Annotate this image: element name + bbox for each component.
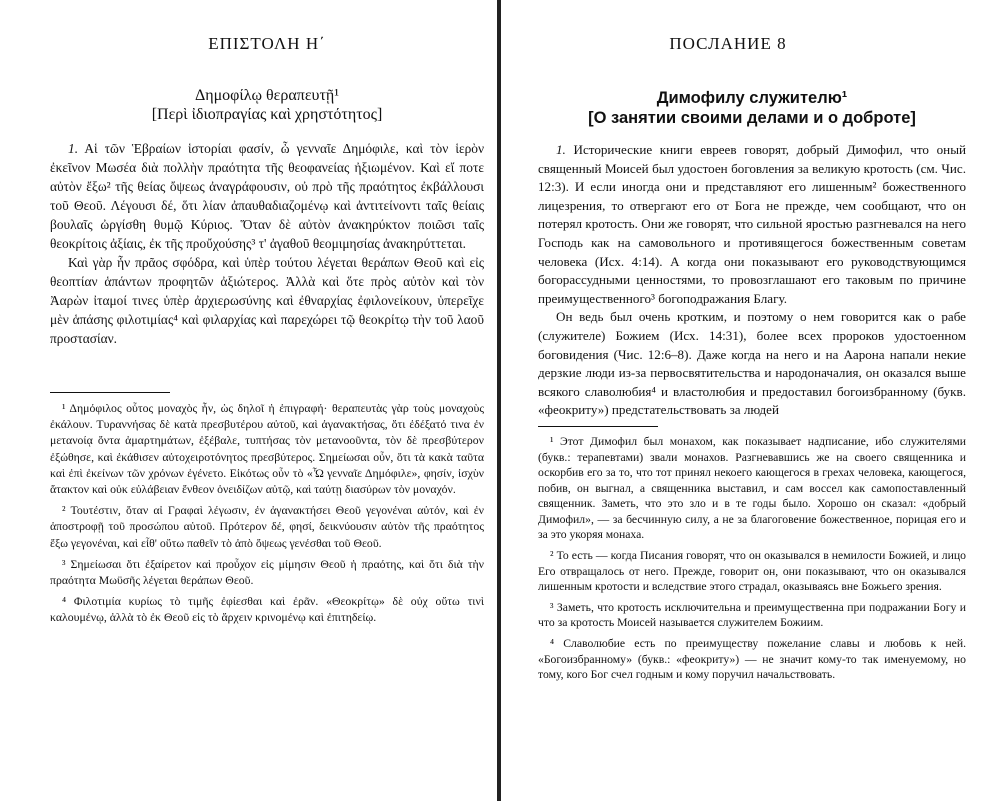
russian-footnotes	[538, 434, 966, 683]
russian-subtitle-line-2: [О занятии своими делами и о доброте]	[588, 109, 916, 127]
greek-title: ΕΠΙΣΤΟΛΗ Η΄	[208, 34, 326, 53]
left-page-greek	[0, 0, 498, 801]
greek-paragraph-1	[50, 139, 484, 253]
russian-subtitle	[538, 88, 966, 128]
greek-subtitle-line-2: [Περὶ ἰδιοπραγίας καὶ χρηστότητος]	[151, 106, 383, 123]
russian-paragraph-2: Он ведь был очень кротким, и поэтому о нем говорится как о рабе (служителе) Божием (Исх. 14:31), более всех пророков удостоенном боговидения (Чис. 12:6–8). Даже когда на него и на Аарона напали некие дерзкие люди из-за первосвятительства и народоначалия, он оказался выше всякого славолюбия⁴ и властолюбия и предоставил богоизбранному (букв. «феокриту») предстательствовать за людей	[538, 309, 966, 418]
greek-paragraph-2: Καὶ γὰρ ἦν πρᾶος σφόδρα, καὶ ὑπὲρ τούτου λέγεται θεράπων Θεοῦ καὶ εἰς θεοπτίαν ἁπάντων προφητῶν ἀξιώτερος. Ἀλλὰ καὶ ὅτε πρὸς αὐτὸν καὶ τὸν Ἀαρὼν ἰταμοί τινες ὑπὲρ ἀρχιερωσύνης καὶ ἐθναρχίας ἐφιλονείκουν, ὑπερεῖχε μὲν ἁπάσης φιλοτιμίας⁴ καὶ φιλαρχίας καὶ παρεχώρει τῷ θεοκρίτῳ τὴν τοῦ λαοῦ προστασίαν.	[50, 255, 484, 346]
russian-paragraph-number: 1.	[556, 142, 566, 157]
russian-footnote-4: ⁴ Славолюбие есть по преимуществу пожелание славы и любовь к ней. «Богоизбранному» (букв.: «феокриту») — не значит кому-то так именуемому, но тому, кого Бог счел годным и кому поручил начальствовать.	[538, 637, 966, 682]
greek-paragraph-1-text: Αἱ τῶν Ἑβραίων ἱστορίαι φασίν, ὦ γενναῖε Δημόφιλε, καὶ τὸν ἱερὸν ἐκεῖνον Μωσέα διὰ πολλὴν πραότητα τῆς θεοφανείας ἠξιωμένον. Καὶ εἴ ποτε αὐτὸν ἔξω² τῆς θείας ὄψεως ἀναγράφουσιν, οὐ πρὸ τῆς πραότητος ἐκβάλλουσι τοῦ Θεοῦ. Λέγουσι δέ, ὅτι λίαν ἀπαυθαδιαζομένῳ καὶ ἀντιτείνοντι ταῖς θείαις βουλαῖς ὠργίσθη θυμῷ Κύριος. Ὅταν δὲ αὐτὸν ἀνακηρύκτον ποιῶσι ταῖς θεοκρίτοις ἀξίαις, ἐκ τῆς προὔχούσης³ τ' ἀγαθοῦ θεομιμησίας ἀνακηρύττεται.	[50, 141, 484, 251]
russian-title: ПОСЛАНИЕ 8	[669, 34, 787, 53]
greek-paragraph-number: 1.	[68, 141, 79, 156]
page-gutter	[497, 0, 501, 801]
russian-paragraph-1-text: Исторические книги евреев говорят, добрый Димофил, что оный священный Моисей был удостоен боговления за великую кротость (см. Чис. 12:3). И если иногда они и представляют его лишенным² божественного лицезрения, то отвергают его от Бога не прежде, чем сообщают, что он потерял кротость. Они же говорят, что сильной яростью разгневался на него Господь как на самовольного и противящегося божественным советам человека (Исх. 4:14). А когда они показывают его руководствующимся богорассудными ценностями, то провозглашают его таковым по причине преимущественного³ богоподражания Благу.	[538, 142, 966, 306]
russian-subtitle-line-1: Димофилу служителю¹	[656, 89, 848, 107]
greek-footnote-separator	[50, 392, 170, 393]
greek-subtitle-line-1: Δημοφίλῳ θεραπευτῇ¹	[194, 87, 340, 104]
russian-footnote-3: ³ Заметь, что кротость исключительна и преимущественна при подражании Богу и что за кротость Моисей называется служителем Божиим.	[538, 600, 966, 630]
greek-footnote-4: ⁴ Φιλοτιμία κυρίως τὸ τιμῆς ἐφίεσθαι καὶ ἐρᾶν. «Θεοκρίτῳ» δὲ οὐχ οὕτω τινὶ καλουμένῳ, ἀλλὰ τὸ ἐκ Θεοῦ εἰς τὸ ἄρχειν κρινομένῳ καὶ ἐπιτηδείῳ.	[50, 594, 484, 625]
russian-footnote-2: ² То есть — когда Писания говорят, что он оказывался в немилости Божией, и лицо Его отвращалось от него. Прежде, говорит он, они показывают, что он оказывался лишенным кротости и вследствие этого страдал, оказываясь вне Божьего зрения.	[538, 549, 966, 594]
russian-body	[538, 141, 966, 420]
greek-footnote-1: ¹ Δημόφιλος οὗτος μοναχὸς ἦν, ὡς δηλοῖ ἡ ἐπιγραφή· θεραπευτὰς γὰρ τοὺς μοναχοὺς ἐκάλουν. Τυραννήσας δὲ κατὰ πρεσβυτέρου αὐτοῦ, καὶ ἀγανακτήσας, ὅτι ἐδέξατό τινα ἐν μετανοίᾳ ὄντα ἁμαρτημάτων, ἐξέβαλε, τυπτήσας τὸν μετανοοῦντα, τὸν δὲ πρεσβύτερον ἐξώθησε, καὶ ἐκάθισεν αὐτοχειροτόνητος πρεσβύτερος. Σημείωσαι οὖν, ὅτι τὰ κακὰ ταῦτα καὶ ἐπὶ ἐκείνων τῶν χρόνων ἐγένετο. Εἰκότως οὖν τὸ «Ὦ γενναῖε Δημόφιλε», φησίν, ἰσχὺν ἄτακτον καὶ οὐκ εὐλάβειαν ἔνθεον ὀνειδίζων αὐτῷ, καὶ ταύτῃ διασύρων τὸν μοναχόν.	[50, 401, 484, 497]
russian-paragraph-1	[538, 141, 966, 308]
russian-footnote-1: ¹ Этот Димофил был монахом, как показывает надписание, ибо служителями (букв.: терапевтами) звали монахов. Разгневавшись же на своего священника и оскорбив его за то, что тот принял некоего кающегося в грехах человека, кающегося, побив, он выгнал, а священника выставил, и сам воссел как самопоставленный священник. Заметь, что это зло и в те годы было. Хорошо он сказал: «добрый Димофил», — за бесчинную силу, а не за благоговение божественное, порицая его и за это укоряя монаха.	[538, 434, 966, 542]
greek-footnote-2: ² Τουτέστιν, ὅταν αἱ Γραφαὶ λέγωσιν, ἐν ἀγανακτήσει Θεοῦ γεγονέναι αὐτόν, καὶ ἐν ἀποστροφῇ τοῦ προσώπου αὐτοῦ. Πρότερον δέ, φησί, δεικνύουσιν αὐτὸν τῆς πραότητος ἔξω γεγονέναι, καὶ εἶθ' οὕτω παθεῖν τὸ ἀπὸ ὄψεως γενέσθαι τοῦ Θεοῦ.	[50, 503, 484, 550]
greek-footnote-3: ³ Σημείωσαι ὅτι ἐξαίρετον καὶ προὖχον εἰς μίμησιν Θεοῦ ἡ πραότης, καὶ ὅτι διὰ τὴν πραότητα Μωϋσῆς λέγεται θεράπων Θεοῦ.	[50, 556, 484, 588]
greek-body	[50, 139, 484, 348]
greek-footnotes	[50, 400, 484, 626]
right-page-russian	[504, 0, 1000, 801]
greek-subtitle	[50, 86, 484, 124]
russian-footnote-separator	[538, 426, 658, 427]
